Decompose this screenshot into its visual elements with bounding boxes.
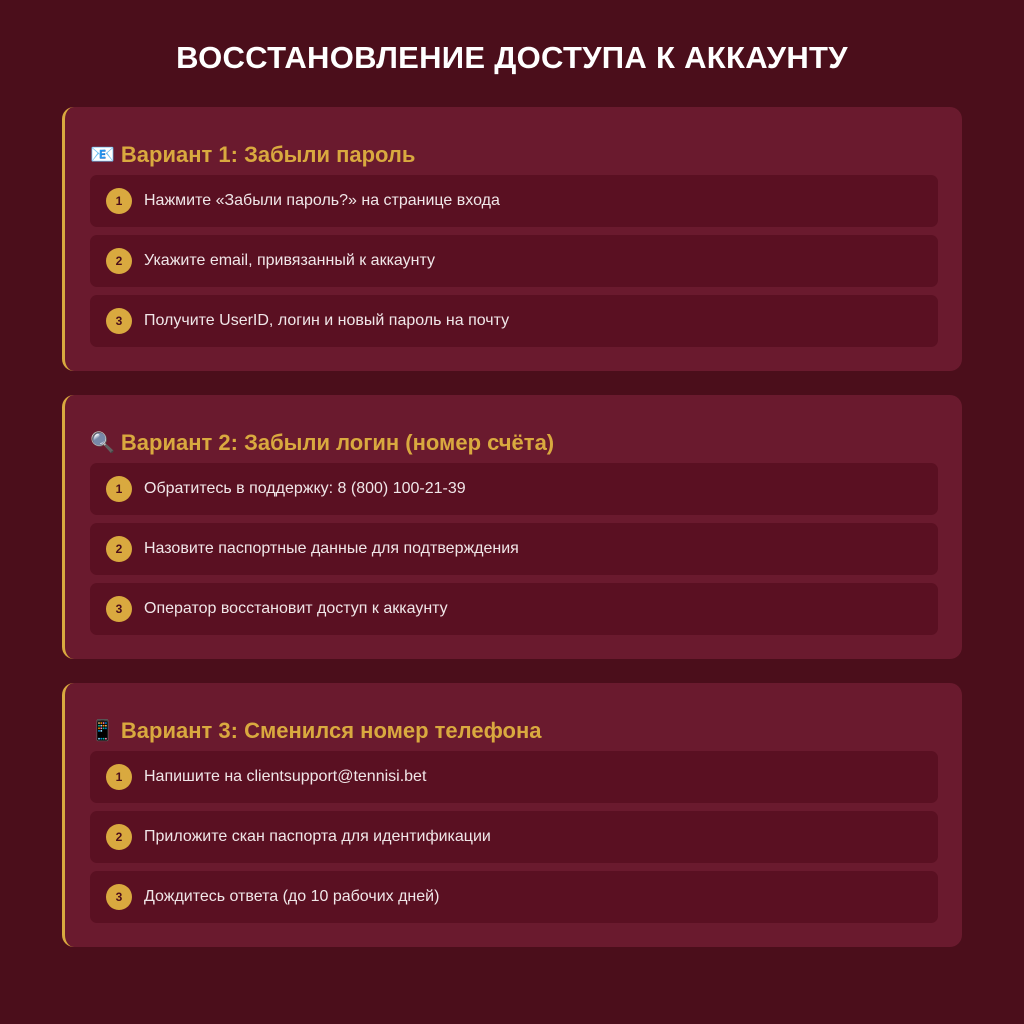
step-item — [90, 463, 938, 515]
step-item — [90, 751, 938, 803]
page-title: ВОССТАНОВЛЕНИЕ ДОСТУПА К АККАУНТУ — [176, 40, 848, 75]
step-number: 3 — [106, 884, 132, 910]
option-card-password — [62, 107, 962, 371]
step-text: Укажите email, привязанный к аккаунту — [144, 252, 435, 269]
step-item — [90, 295, 938, 347]
envelope-icon: 📧 — [90, 143, 115, 166]
step-item — [90, 583, 938, 635]
step-number: 3 — [106, 308, 132, 334]
step-number: 1 — [106, 764, 132, 790]
step-item — [90, 175, 938, 227]
card-heading — [90, 683, 938, 751]
step-item — [90, 811, 938, 863]
card-heading-text: Вариант 3: Сменился номер телефона — [120, 717, 542, 743]
phone-icon: 📱 — [90, 719, 115, 742]
step-text: Обратитесь в поддержку: 8 (800) 100-21-39 — [144, 480, 466, 497]
step-text: Оператор восстановит доступ к аккаунту — [144, 600, 448, 617]
step-text: Нажмите «Забыли пароль?» на странице входа — [144, 192, 500, 209]
step-number: 2 — [106, 824, 132, 850]
step-number: 2 — [106, 248, 132, 274]
step-text: Назовите паспортные данные для подтверждения — [144, 540, 519, 557]
card-heading — [90, 107, 938, 175]
option-card-login — [62, 395, 962, 659]
step-number: 3 — [106, 596, 132, 622]
card-heading-text: Вариант 1: Забыли пароль — [120, 141, 416, 167]
step-text: Приложите скан паспорта для идентификации — [144, 828, 491, 845]
card-heading — [90, 395, 938, 463]
step-item — [90, 523, 938, 575]
step-number: 2 — [106, 536, 132, 562]
step-item — [90, 871, 938, 923]
step-text: Дождитесь ответа (до 10 рабочих дней) — [144, 888, 440, 905]
step-text: Напишите на clientsupport@tennisi.bet — [144, 768, 427, 785]
step-number: 1 — [106, 188, 132, 214]
step-number: 1 — [106, 476, 132, 502]
card-heading-text: Вариант 2: Забыли логин (номер счёта) — [120, 429, 555, 455]
step-item — [90, 235, 938, 287]
option-card-phone — [62, 683, 962, 947]
magnifier-icon: 🔍 — [90, 431, 115, 454]
step-text: Получите UserID, логин и новый пароль на почту — [144, 312, 510, 329]
